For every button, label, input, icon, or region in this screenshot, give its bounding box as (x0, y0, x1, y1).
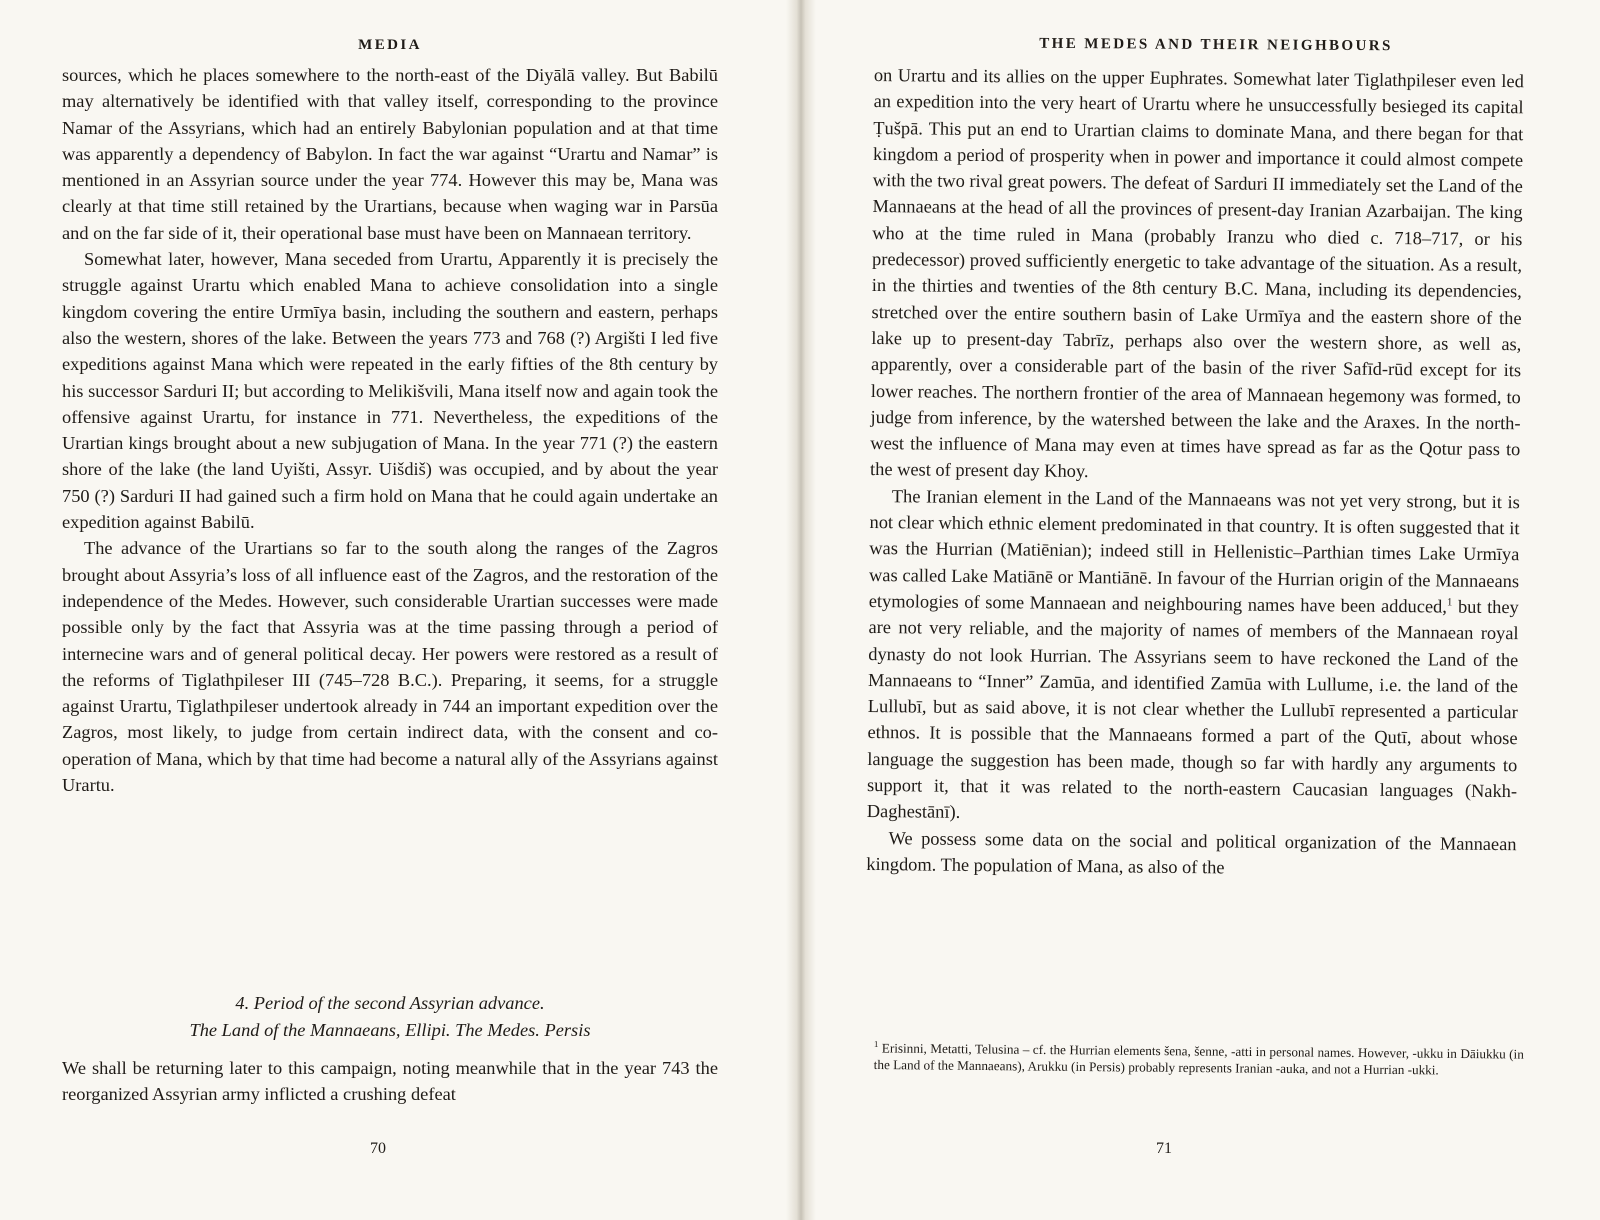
page-number-right: 71 (1156, 1140, 1172, 1157)
right-body-text (866, 62, 1524, 883)
footnote-ref: 1 (1446, 596, 1453, 609)
running-head-right: THE MEDES AND THEIR NEIGHBOURS (1039, 35, 1393, 55)
book-gutter (786, 0, 816, 1220)
paragraph: We possess some data on the social and political organization of the Mannaean kingdom. The population of Mana, as also of the (866, 827, 1517, 878)
paragraph (867, 483, 1520, 831)
left-page (0, 0, 786, 1220)
paragraph: sources, which he places somewhere to the north-east of the Diyālā valley. But Babilū may alternatively be identified with that valley itself, corresponding to the province Namar of the Assyrians, which had an entirely Babylonian population and at that time was apparently a dependency of Babylon. In fact the war against “Urartu and Namar” is mentioned in an Assyrian source under the year 774. However this may be, Mana was clearly at that time still retained by the Urartians, because when waging war in Parsūa and on the far side of it, their operational base must have been on Mannaean territory. (62, 65, 718, 243)
footnote (874, 1036, 1524, 1080)
running-head-left: MEDIA (358, 37, 422, 53)
paragraph-part: but they are not very reliable, and the majority of names of members of the Mannaean royal dynasty do not look Hurrian. The Assyrians seem to have reckoned the Land of the Mannaeans to “Inner” Zamūa, and identified Zamūa with Lullume, i.e. the land of the Lullubī, but as said above, it is not clear whether the Lullubī represented a particular ethnos. It is possible that the Mannaeans formed a part of the Qutī, about whose language the suggestion has been made, though so far with hardly any arguments to support it, that it was related to the north-eastern Caucasian languages (Nakh-Daghestānī). (866, 596, 1519, 823)
left-body-text (62, 62, 718, 798)
footnote-text: Erisinni, Metatti, Telusina – cf. the Hurrian elements šena, šenne, -atti in personal names. However, -ukku in Dāiukku (in the Land of the Mannaeans), Arukku (in Persis) probably represents Iranian -auka, and not a Hurrian -ukki. (873, 1040, 1524, 1078)
paragraph: Somewhat later, however, Mana seceded from Urartu, Apparently it is precisely the struggle against Urartu which enabled Mana to achieve consolidation into a single kingdom covering the entire Urmīya basin, including the southern and eastern, perhaps also the western, shores of the lake. Between the years 773 and 768 (?) Argišti I led five expeditions against Mana which were repeated in the early fifties of the 8th century by his successor Sarduri II; but according to Melikišvili, Mana itself now and again took the offensive against Urartu, for instance in 771. Nevertheless, the expeditions of the Urartian kings brought about a new subjugation of Mana. In the year 771 (?) the eastern shore of the lake (the land Uyišti, Assyr. Uišdiš) was occupied, and by about the year 750 (?) Sarduri II had gained such a firm hold on Mana that he could again undertake an expedition against Babilū. (62, 249, 718, 533)
paragraph-part: The Iranian element in the Land of the Mannaeans was not yet very strong, but it is not clear which ethnic element predominated in that country. It is often suggested that it was the Hurrian (Matiēnian); indeed still in Hellenistic–Parthian times Lake Urmīya was called Lake Matiānē or Mantiānē. In favour of the Hurrian origin of the Mannaeans etymologies of some Mannaean and neighbouring names have been adduced, (868, 485, 1520, 617)
paragraph: We shall be returning later to this campaign, noting meanwhile that in the year 743 the reorganized Assyrian army inflicted a crushing defeat (62, 1058, 718, 1105)
paragraph: The advance of the Urartians so far to the south along the ranges of the Zagros brought about Assyria’s loss of all influence east of the Zagros, and the restoration of the independence of the Medes. However, such considerable Urartian successes were made possible only by the fact that Assyria was at the time passing through a period of internecine wars and of general political decay. Her powers were restored as a result of the reforms of Tiglathpileser III (745–728 B.C.). Preparing, it seems, for a struggle against Urartu, Tiglathpileser undertook already in 744 an important expedition over the Zagros, most likely, to judge from certain indirect data, with the consent and co-operation of Mana, which by that time had become a natural ally of the Assyrians against Urartu. (62, 538, 718, 796)
page-number-left: 70 (370, 1140, 386, 1157)
section-heading-line-2: The Land of the Mannaeans, Ellipi. The Medes. Persis (189, 1020, 591, 1040)
footnote-marker: 1 (873, 1038, 879, 1050)
section-heading (62, 990, 718, 1044)
section-heading-line-1: 4. Period of the second Assyrian advance. (235, 993, 545, 1013)
paragraph: on Urartu and its allies on the upper Euphrates. Somewhat later Tiglathpileser even led an expedition into the very heart of Urartu where he unsuccessfully besieged its capital Ṭušpā. This put an end to Urartian claims to dominate Mana, and there began for that kingdom a period of prosperity when in power and importance it could almost compete with the two rival great powers. The defeat of Sarduri II immediately set the Land of the Mannaeans at the head of all the provinces of present-day Iranian Azarbaijan. The king who at the time ruled in Mana (probably Iranzu who died c. 718–717, or his predecessor) proved sufficiently energetic to take advantage of the situation. As a result, in the thirties and twenties of the 8th century B.C. Mana, including its dependencies, stretched over the entire southern basin of Lake Urmīya and the eastern shore of the lake up to present-day Tabrīz, perhaps also over the western shore, as well as, apparently, over a considerable part of the basin of the river Safīd-rūd except for its lower reaches. The northern frontier of the area of Mannaean hegemony was formed, to judge from inference, by the watershed between the lake and the Araxes. In the north-west the influence of Mana may even at times have spread as far as the Qotur pass to the west of present day Khoy. (869, 64, 1524, 482)
right-page (816, 0, 1600, 1220)
